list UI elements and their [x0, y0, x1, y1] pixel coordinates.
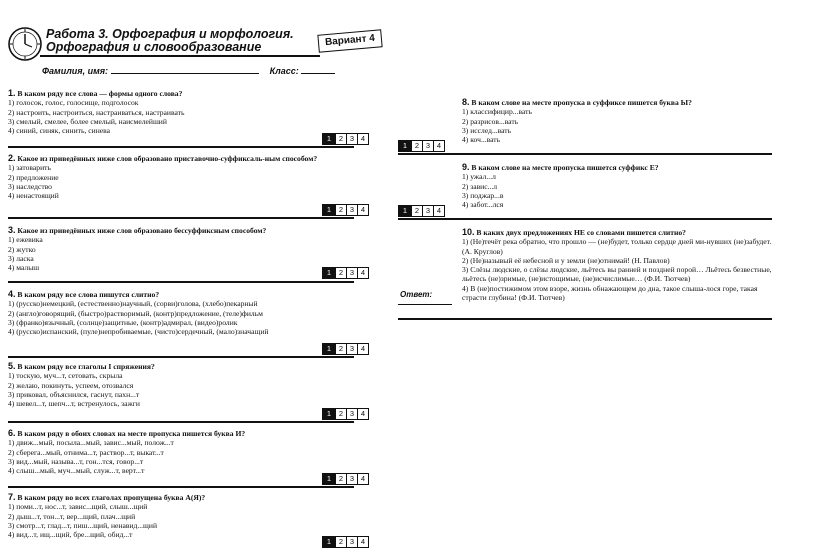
option[interactable]: 3) смотр...т, глад...т, пиш...щий, ненавид...щий	[8, 520, 158, 530]
option[interactable]: 3) поджар...в	[462, 190, 504, 200]
divider	[398, 318, 772, 320]
answer-boxes[interactable]: 1 2 3 4	[322, 408, 369, 420]
answer-boxes[interactable]: 1 2 3 4	[322, 133, 369, 145]
option[interactable]: 1) движ...мый, посыла...мый, завис...мый, полож...т	[8, 438, 174, 448]
option[interactable]: 1) ужал...л	[462, 172, 496, 182]
option[interactable]: 2) сберега...мый, отнима...т, раствор...т, выкат...т	[8, 447, 164, 457]
option[interactable]: 3) смелый, смелее, более смелый, наисмелейший	[8, 116, 167, 126]
answer-boxes[interactable]: 1 2 3 4	[398, 205, 445, 217]
option[interactable]: 2) настроить, настроиться, настраиваться, настраивать	[8, 107, 185, 117]
option[interactable]: 1) затоварить	[8, 163, 51, 173]
option[interactable]: 3) (франко)язычный, (солнце)защитные, (контр)адмирал, (видео)ролик	[8, 317, 238, 327]
divider	[8, 146, 354, 148]
question-4: 4. В каком ряду все слова пишутся слитно? 1) (русско)немецкий, (естественно)научный, (сорви)голова, (хлебо)пекарный 2) (англо)говорящий, (быстро)растворимый, (контр)предложение, (теле)фильм 3) (франко)язычный, (солнце)защитные, (контр)адмирал, (видео)ролик 4) (русско)испанский, (пуле)непробиваемые, (чисто)сердечный, (мало)значащий	[8, 290, 353, 336]
option[interactable]: 1) поми...т, нос...т, завис...щий, слыш...щий	[8, 502, 148, 512]
option[interactable]: 1) голосок, голос, голосище, подголосок	[8, 98, 139, 108]
option[interactable]: 2) желаю, покинуть, успеем, отозвался	[8, 380, 134, 390]
question-8: 8. В каком слове на месте пропуска в суффиксе пишется буква Ы? 1) классифицир...вать 2) разрисов...вать 3) исслед...вать 4) коч...вать	[462, 98, 782, 144]
name-field[interactable]	[111, 64, 259, 74]
title-line-2: Орфография и словообразование	[46, 40, 262, 54]
option[interactable]: 3) вид...мый, называ...т, гон...тся, говор...т	[8, 456, 144, 466]
answer-boxes[interactable]: 1 2 3 4	[322, 204, 369, 216]
divider	[8, 421, 354, 423]
option[interactable]: 3) ласка	[8, 253, 34, 263]
divider	[8, 217, 354, 219]
option[interactable]: 2) разрисов...вать	[462, 116, 519, 126]
option[interactable]: 1) тоскую, муч...т, сетовать, скрыла	[8, 371, 123, 381]
option[interactable]: 4) коч...вать	[462, 135, 501, 145]
option[interactable]: 3) Слёзы людские, о слёзы людские, льётесь вы ранней и поздней порой… Льётесь безвестные, льётесь (не)зримые, (не)истощимые, (не)исчислимые… (Ф.И. Тютчев)	[462, 265, 772, 284]
option[interactable]: 4) слыш...мый, муч...мый, служ...т, верт...т	[8, 466, 145, 476]
option[interactable]: 2) предложение	[8, 172, 59, 182]
answer-boxes[interactable]: 1 2 3 4	[322, 473, 369, 485]
question-5: 5. В каком ряду все глаголы I спряжения? 1) тоскую, муч...т, сетовать, скрыла 2) желаю, покинуть, успеем, отозвался 3) приковал, объяснился, гаснут, пахн...т 4) шевел...т, шепч...т, встренулось, зажги	[8, 362, 353, 408]
answer-boxes[interactable]: 1 2 3 4	[322, 267, 369, 279]
option[interactable]: 1) (русско)немецкий, (естественно)научный, (сорви)голова, (хлебо)пекарный	[8, 299, 258, 309]
question-3: 3. Какое из приведённых ниже слов образовано бессуффиксным способом? 1) ежевика 2) жутко 3) ласка 4) малыш	[8, 226, 353, 272]
divider	[398, 153, 772, 155]
option[interactable]: 3) приковал, объяснился, гаснут, пахн...т	[8, 389, 140, 399]
option[interactable]: 4) забот...лся	[462, 200, 504, 210]
class-field[interactable]	[301, 64, 335, 74]
question-6: 6. В каком ряду в обоих словах на месте пропуска пишется буква И? 1) движ...мый, посыла...мый, завис...мый, полож...т 2) сберега...мый, отнима...т, раствор...т, выкат...т 3) вид...мый, называ...т, гон...тся, говор...т 4) слыш...мый, муч...мый, служ...т, верт...т	[8, 429, 353, 475]
option[interactable]: 4) малыш	[8, 263, 40, 273]
option[interactable]: 1) ежевика	[8, 235, 43, 245]
option[interactable]: 4) В (не)постижимом этом взоре, жизнь обнажающем до дна, такое слыша-лося горе, такая страсти глубина! (Ф.И. Тютчев)	[462, 283, 758, 303]
divider	[8, 486, 354, 488]
header-divider	[40, 55, 320, 57]
question-1: 1. В каком ряду все слова — формы одного слова? 1) голосок, голос, голосище, подголосок 2) настроить, настроиться, настраиваться, настраивать 3) смелый, смелее, более смелый, наисмелейший 4) синий, синяк, синить, синева	[8, 89, 353, 135]
option[interactable]: 3) наследство	[8, 181, 52, 191]
answer-boxes[interactable]: 1 2 3 4	[322, 536, 369, 548]
question-7: 7. В каком ряду во всех глаголах пропущена буква А(Я)? 1) поми...т, нос...т, завис...щий, слыш...щий 2) дыш...т, тон...т, вер...щий, плач...щий 3) смотр...т, глад...т, пиш...щий, ненавид...щий 4) вид...т, ищ...щий, бре...щий, обид...т	[8, 493, 353, 539]
option[interactable]: 4) шевел...т, шепч...т, встренулось, зажги	[8, 399, 140, 409]
option[interactable]: 2) (англо)говорящий, (быстро)растворимый, (контр)предложение, (теле)фильм	[8, 308, 263, 318]
option[interactable]: 2) завис...л	[462, 181, 498, 191]
answer-label: Ответ:	[400, 290, 433, 299]
option[interactable]: 4) синий, синяк, синить, синева	[8, 126, 110, 136]
variant-badge: Вариант 4	[317, 29, 382, 53]
clock-icon	[6, 24, 44, 62]
option[interactable]: 1) (Не)течёт река обратно, что прошло — (не)будет, только сердце дней ми-нувших (не)забудет. (А. Круглов)	[462, 237, 772, 256]
answer-field[interactable]	[398, 304, 452, 305]
question-2: 2. Какое из приведённых ниже слов образовано приставочно-суффиксаль-ным способом? 1) затоварить 2) предложение 3) наследство 4) ненастоящий	[8, 154, 328, 200]
option[interactable]: 4) вид...т, ищ...щий, бре...щий, обид...т	[8, 530, 133, 540]
name-row	[42, 64, 335, 76]
title-line-1: Работа 3. Орфография и морфология.	[46, 27, 294, 41]
option[interactable]: 2) (Не)назывый её небесной и у земли (не)отнимай! (Н. Павлов)	[462, 255, 670, 265]
option[interactable]: 4) (русско)испанский, (пуле)непробиваемые, (чисто)сердечный, (мало)значащий	[8, 327, 269, 337]
answer-boxes[interactable]: 1 2 3 4	[322, 343, 369, 355]
name-label: Фамилия, имя:	[42, 66, 109, 76]
divider	[398, 218, 772, 220]
option[interactable]: 2) жутко	[8, 244, 36, 254]
answer-boxes[interactable]: 1 2 3 4	[398, 140, 445, 152]
option[interactable]: 4) ненастоящий	[8, 191, 59, 201]
question-9: 9. В каком слове на месте пропуска пишется суффикс Е? 1) ужал...л 2) завис...л 3) поджар...в 4) забот...лся	[462, 163, 782, 209]
divider	[8, 356, 354, 358]
option[interactable]: 1) классифицир...вать	[462, 107, 532, 117]
class-label: Класс:	[269, 66, 299, 76]
page-title	[46, 28, 294, 54]
option[interactable]: 2) дыш...т, тон...т, вер...щий, плач...щий	[8, 511, 136, 521]
option[interactable]: 3) исслед...вать	[462, 125, 512, 135]
question-10: 10. В каких двух предложениях НЕ со словами пишется слитно? 1) (Не)течёт река обратно, что прошло — (не)будет, только сердце дней ми-нувших (не)забудет. (А. Круглов) 2) (Не)назывый её небесной и у земли (не)отнимай! (Н. Павлов) 3) Слёзы людские, о слёзы людские, льётесь вы ранней и поздней порой… Льётесь безвестные, льётесь (не)зримые, (не)истощимые, (не)исчислимые… (Ф.И. Тютчев) 4) В (не)постижимом этом взоре, жизнь обнажающем до дна, такое слыша-лося горе, такая страсти глубина! (Ф.И. Тютчев)	[462, 228, 774, 302]
divider	[8, 281, 354, 283]
